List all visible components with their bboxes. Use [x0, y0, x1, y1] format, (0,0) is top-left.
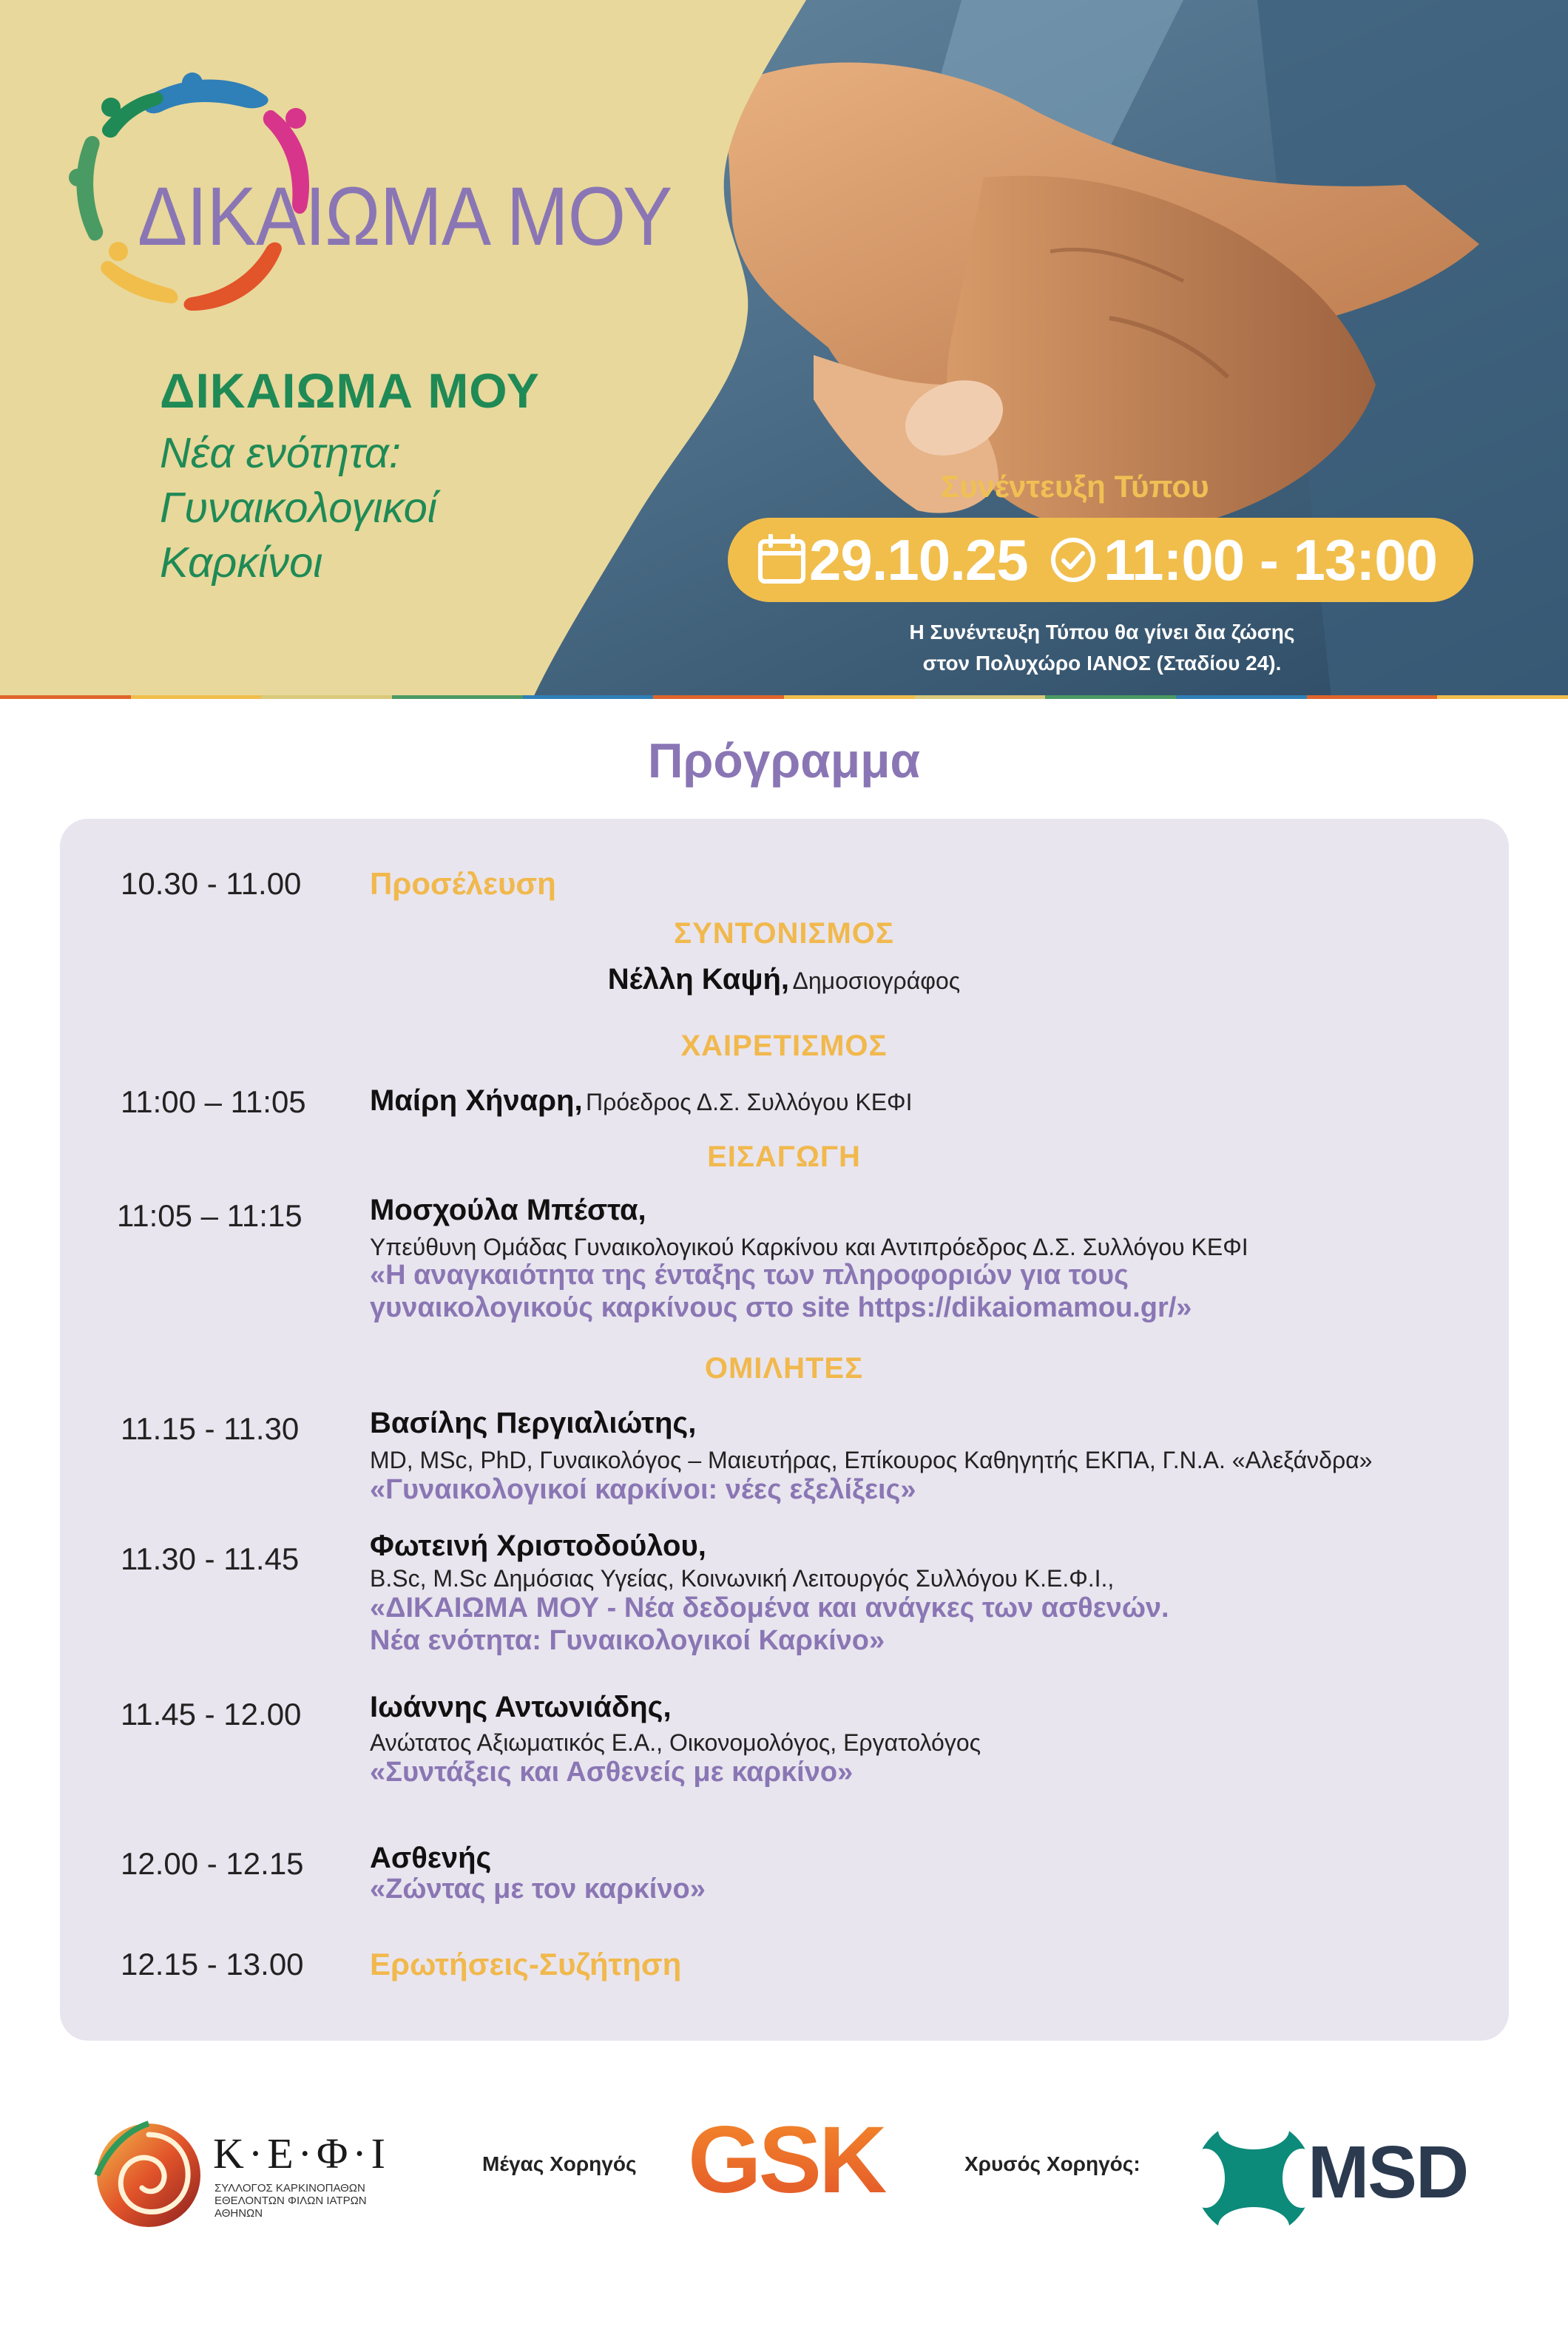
subtitle-line: Γυναικολογικοί [160, 484, 437, 532]
gsk-wordmark: GSK [688, 2120, 885, 2201]
greeting-name: Μαίρη Χήναρη, [370, 1084, 583, 1117]
greeting-time: 11:00 – 11:05 [121, 1084, 306, 1119]
major-sponsor-label: Μέγας Χορηγός [482, 2152, 637, 2175]
coordinator [0, 963, 1568, 996]
color-stripe [0, 695, 1568, 699]
kefi-name: Κ·Ε·Φ·Ι [213, 2129, 390, 2177]
speaker-time: 11.45 - 12.00 [121, 1697, 302, 1731]
intro-time: 11:05 – 11:15 [117, 1198, 303, 1233]
speaker-time: 11.15 - 11.30 [121, 1411, 300, 1446]
talk-line: «Η αναγκαιότητα της ένταξης των πληροφοριών για τους [370, 1260, 1129, 1291]
talk-line: «ΔΙΚΑΙΩΜΑ ΜΟΥ - Νέα δεδομένα και ανάγκες των ασθενών. [370, 1592, 1169, 1624]
section-intro: ΕΙΣΑΓΩΓΗ [707, 1141, 861, 1173]
section-greeting: ΧΑΙΡΕΤΙΣΜΟΣ [680, 1030, 888, 1062]
coordinator-role: Δημοσιογράφος [792, 967, 961, 994]
intro-name: Μοσχούλα Μπέστα, [370, 1194, 646, 1226]
event-date: 29.10.25 [809, 527, 1028, 592]
talk-line: γυναικολογικούς καρκίνους στο site https://dikaiomamou.gr/» [370, 1292, 1192, 1323]
event-time: 11:00 - 13:00 [1104, 527, 1438, 592]
speaker-talk: «Συντάξεις και Ασθενείς με καρκίνο» [370, 1757, 854, 1788]
event-subtitle [160, 426, 604, 590]
kefi-logo-icon [93, 2120, 204, 2231]
venue-info [814, 617, 1390, 679]
speaker-name: Φωτεινή Χριστοδούλου, [370, 1530, 706, 1562]
speaker-name: Βασίλης Περγιαλιώτης, [370, 1407, 697, 1439]
event-title: ΔΙΚΑΙΩΜΑ ΜΟΥ [160, 363, 540, 418]
speaker-talk [370, 1592, 1169, 1657]
speaker-name: Ασθενής [370, 1842, 492, 1874]
speaker-role: B.Sc, M.Sc Δημόσιας Υγείας, Κοινωνική Λειτουργός Συλλόγου Κ.Ε.Φ.Ι., [370, 1565, 1115, 1592]
coordinator-name: Νέλλη Καψή, [607, 963, 790, 996]
discussion-time: 12.15 - 13.00 [121, 1947, 304, 1981]
msd-logo-icon [1191, 2115, 1317, 2241]
venue-line: στον Πολυχώρο ΙΑΝΟΣ (Σταδίου 24). [922, 652, 1282, 675]
program-heading: Πρόγραμμα [647, 733, 921, 788]
speaker-name: Ιωάννης Αντωνιάδης, [370, 1691, 672, 1723]
greeting-role: Πρόεδρος Δ.Σ. Συλλόγου ΚΕΦΙ [586, 1089, 913, 1115]
subtitle-line: Νέα ενότητα: [160, 429, 401, 477]
discussion-label: Ερωτήσεις-Συζήτηση [370, 1947, 682, 1981]
arrival-label: Προσέλευση [370, 866, 556, 901]
subtitle-line: Καρκίνοι [160, 538, 323, 587]
speaker-role: Ανώτατος Αξιωματικός Ε.Α., Οικονομολόγος, Εργατολόγος [370, 1729, 981, 1756]
intro-role: Υπεύθυνη Ομάδας Γυναικολογικού Καρκίνου και Αντιπρόεδρος Δ.Σ. Συλλόγου ΚΕΦΙ [370, 1234, 1248, 1260]
speaker-role: MD, MSc, PhD, Γυναικολόγος – Μαιευτήρας, Επίκουρος Καθηγητής ΕΚΠΑ, Γ.Ν.Α. «Αλεξάνδρα» [370, 1447, 1373, 1473]
talk-line: Νέα ενότητα: Γυναικολογικοί Καρκίνο» [370, 1625, 885, 1656]
kefi-sub-line: ΕΘΕΛΟΝΤΩΝ ΦΙΛΩΝ ΙΑΤΡΩΝ ΑΘΗΝΩΝ [214, 2195, 367, 2220]
logo-text: ΔΙΚΑΙΩΜΑ ΜΟΥ [138, 170, 672, 263]
speaker-time: 12.00 - 12.15 [121, 1846, 304, 1881]
check-circle-icon [1050, 537, 1096, 583]
gsk-logo [688, 2120, 902, 2201]
press-conference-label: Συνέντευξη Τύπου [941, 469, 1209, 504]
greeting-speaker [370, 1084, 912, 1118]
header-banner [0, 0, 1568, 699]
intro-talk [370, 1259, 1192, 1324]
venue-line: Η Συνέντευξη Τύπου θα γίνει δια ζώσης [909, 621, 1295, 643]
speaker-talk: «Ζώντας με τον καρκίνο» [370, 1874, 706, 1905]
kefi-sub-line: ΣΥΛΛΟΓΟΣ ΚΑΡΚΙΝΟΠΑΘΩΝ [214, 2182, 365, 2195]
section-coordination: ΣΥΝΤΟΝΙΣΜΟΣ [674, 917, 894, 950]
kefi-subtitle [214, 2182, 377, 2220]
section-speakers: ΟΜΙΛΗΤΕΣ [704, 1352, 864, 1385]
speaker-talk: «Γυναικολογικοί καρκίνοι: νέες εξελίξεις» [370, 1474, 916, 1505]
arrival-time: 10.30 - 11.00 [121, 866, 302, 901]
speaker-time: 11.30 - 11.45 [121, 1541, 300, 1576]
calendar-icon [757, 534, 806, 584]
gold-sponsor-label: Χρυσός Χορηγός: [964, 2152, 1140, 2175]
msd-wordmark: MSD [1308, 2131, 1468, 2214]
